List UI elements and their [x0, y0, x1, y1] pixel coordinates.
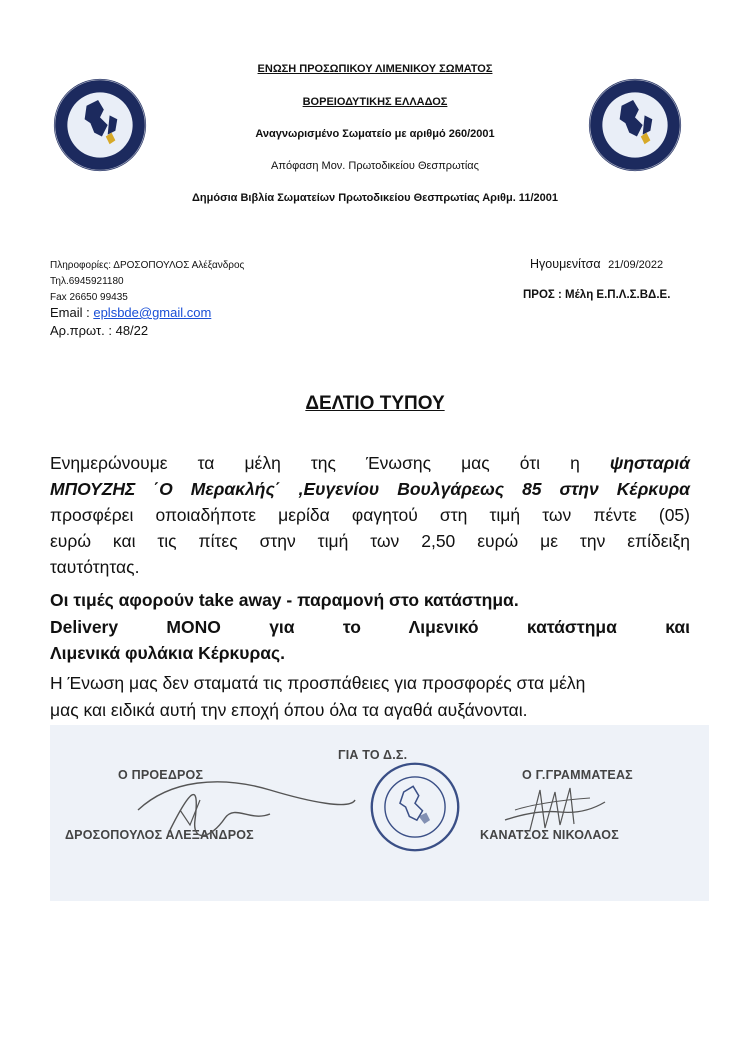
contact-person: Πληροφορίες: ΔΡΟΣΟΠΟΥΛΟΣ Αλέξανδρος: [50, 260, 245, 271]
phone-number: Τηλ.6945921180: [50, 276, 124, 287]
union-name: ΕΝΩΣΗ ΠΡΟΣΩΠΙΚΟΥ ΛΙΜΕΝΙΚΟΥ ΣΩΜΑΤΟΣ: [257, 63, 493, 75]
closing-line-2: μας και ειδικά αυτή την εποχή όπου όλα τα αγαθά αυξάνονται.: [50, 700, 528, 720]
delivery-note-2: Λιμενικά φυλάκια Κέρκυρας.: [50, 643, 286, 663]
recipients: ΠΡΟΣ : Μέλη Ε.Π.Λ.Σ.ΒΔ.Ε.: [523, 289, 671, 301]
board-label: ΓΙΑ ΤΟ Δ.Σ.: [338, 748, 408, 762]
price-note: Οι τιμές αφορούν take away - παραμονή στο κατάστημα.: [50, 590, 519, 610]
email-link[interactable]: eplsbde@gmail.com: [93, 305, 212, 320]
email-line: [50, 305, 211, 320]
secretary-name: ΚΑΝΑΤΣΟΣ ΝΙΚΟΛΑΟΣ: [480, 828, 619, 842]
body-line-3: προσφέρει οποιαδήποτε μερίδα φαγητού στη τιμή των πέντε (05): [50, 505, 690, 525]
place-date: [530, 257, 663, 271]
union-seal-left-icon: [52, 77, 148, 173]
place: Ηγουμενίτσα: [530, 257, 601, 271]
fax-number: Fax 26650 99435: [50, 292, 128, 303]
document-title: ΔΕΛΤΙΟ ΤΥΠΟΥ: [305, 393, 445, 414]
president-signature-icon: [130, 770, 360, 850]
public-registry: Δημόσια Βιβλία Σωματείων Πρωτοδικείου Θεσπρωτίας Αριθμ. 11/2001: [192, 192, 558, 204]
restaurant-type: ψησταριά: [609, 453, 690, 473]
delivery-note: Delivery ΜΟΝΟ για το Λιμενικό κατάστημα και: [50, 617, 690, 637]
court-decision: Απόφαση Μον. Πρωτοδικείου Θεσπρωτίας: [271, 160, 479, 172]
secretary-title: Ο Γ.ΓΡΑΜΜΑΤΕΑΣ: [522, 768, 633, 782]
protocol-number: Αρ.πρωτ. : 48/22: [50, 323, 149, 338]
body-line-4: ευρώ και τις πίτες στην τιμή των 2,50 ευρώ με την επίδειξη: [50, 531, 690, 551]
secretary-signature-icon: [500, 780, 610, 840]
body-intro: Ενημερώνουμε τα μέλη της Ένωσης μας ότι η: [50, 453, 610, 473]
union-seal-right-icon: [587, 77, 683, 173]
president-name: ΔΡΟΣΟΠΟΥΛΟΣ ΑΛΕΞΑΝΔΡΟΣ: [65, 828, 254, 842]
body-line-1: [50, 450, 690, 476]
email-label: Email :: [50, 305, 94, 320]
union-region: ΒΟΡΕΙΟΔΥΤΙΚΗΣ ΕΛΛΑΔΟΣ: [302, 96, 448, 108]
body-line-2: ΜΠΟΥΖΗΣ ΄Ο Μερακλής΄ ,Ευγενίου Βουλγάρεως 85 στην Κέρκυρα: [50, 479, 690, 499]
union-stamp-icon: [368, 760, 462, 854]
president-title: Ο ΠΡΟΕΔΡΟΣ: [118, 768, 204, 782]
closing-line-1: Η Ένωση μας δεν σταματά τις προσπάθειες για προσφορές στα μέλη: [50, 673, 586, 693]
registration-note: Αναγνωρισμένο Σωματείο με αριθμό 260/2001: [255, 128, 495, 140]
date: 21/09/2022: [608, 259, 664, 271]
body-line-5: ταυτότητας.: [50, 557, 140, 577]
